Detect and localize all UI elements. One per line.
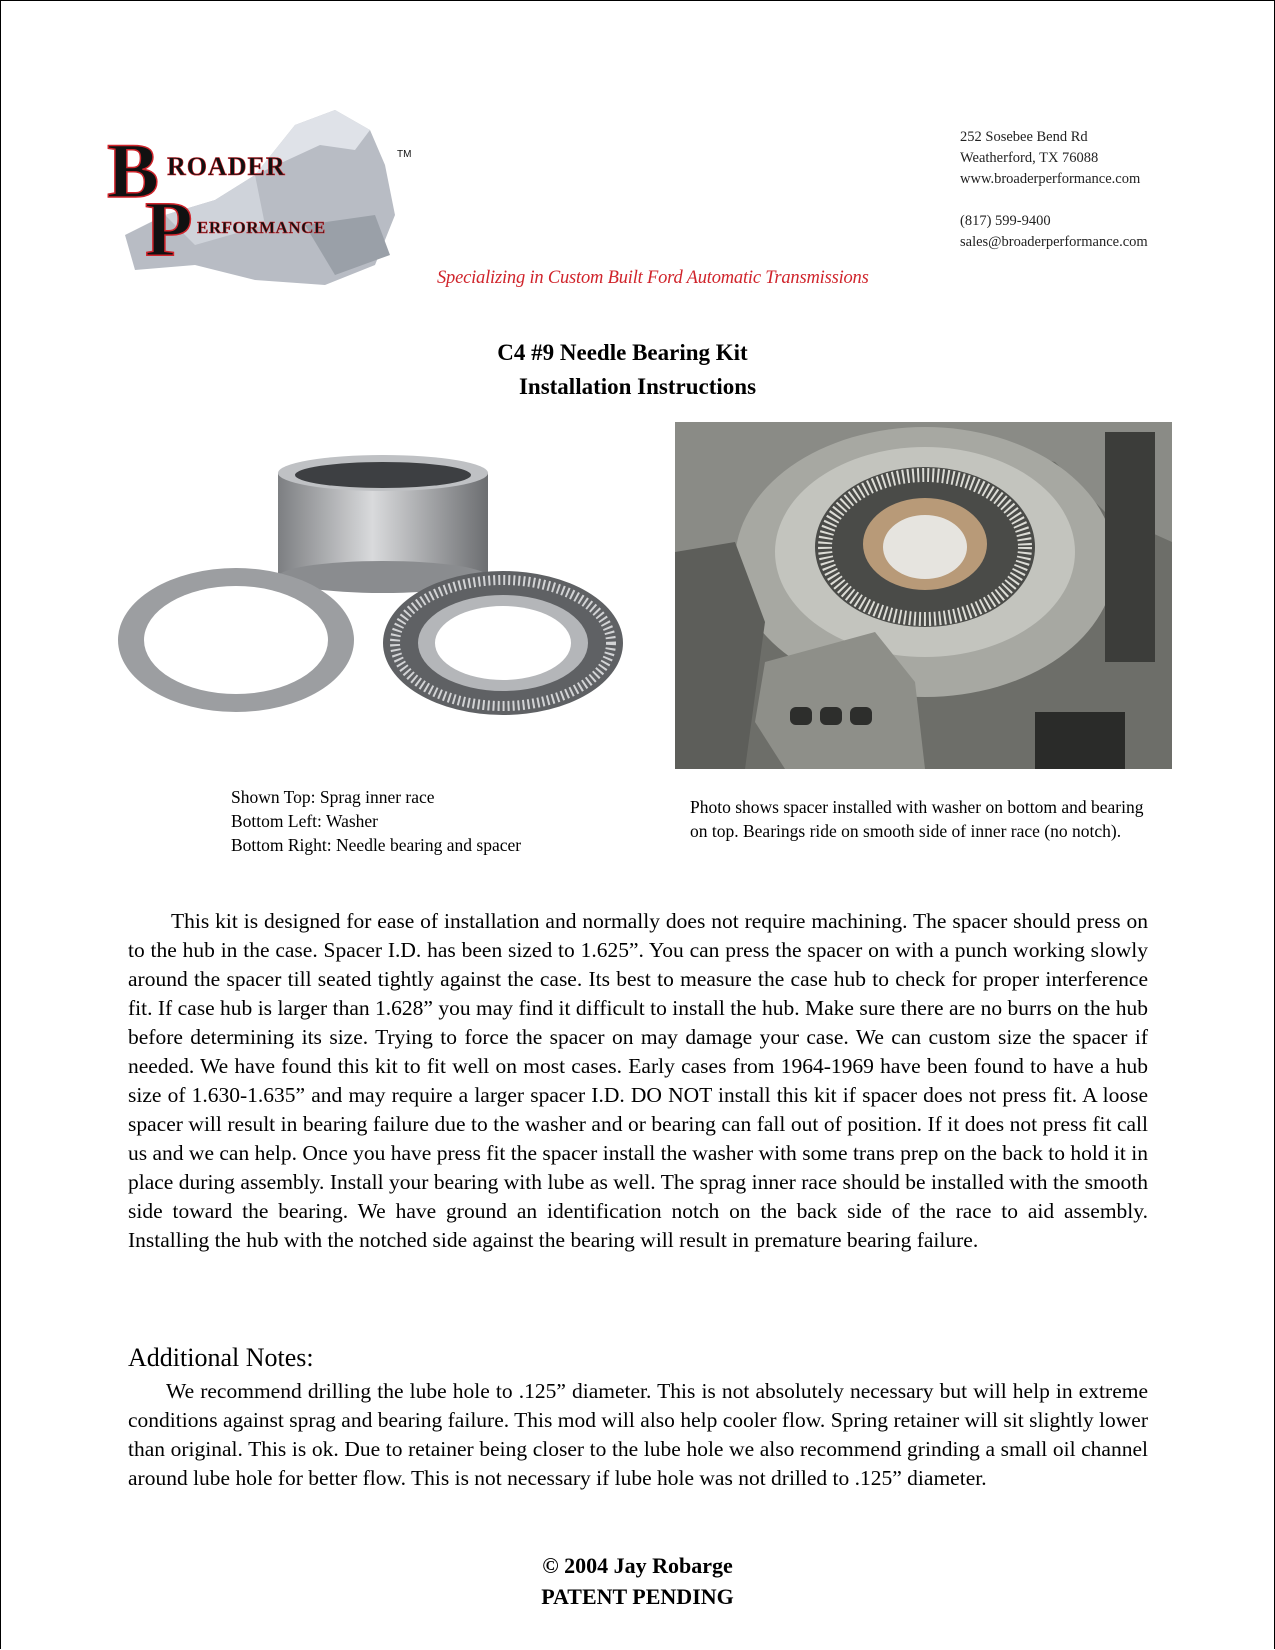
contact-block <box>960 127 1148 253</box>
notes-heading: Additional Notes: <box>128 1343 314 1372</box>
document-title <box>0 336 1275 404</box>
copyright: © 2004 Jay Robarge <box>542 1553 733 1578</box>
website-link[interactable]: www.broaderperformance.com <box>960 171 1141 187</box>
title-line-2: Installation Instructions <box>518 374 757 399</box>
notes-body <box>128 1377 1148 1493</box>
address-street: 252 Sosebee Bend Rd <box>960 129 1088 145</box>
hub-bore <box>883 515 967 579</box>
company-logo <box>105 105 425 295</box>
email-link[interactable]: sales@broaderperformance.com <box>960 234 1148 250</box>
footer <box>0 1550 1275 1612</box>
address-city: Weatherford, TX 76088 <box>960 150 1099 166</box>
company-tagline: Specializing in Custom Built Ford Automatic Transmissions <box>437 268 869 288</box>
installed-photo <box>675 422 1172 769</box>
instructions-paragraph: This kit is designed for ease of installation and normally does not require machining. The spacer should press on to the hub in the case. Spacer I.D. has been sized to 1.625”. You can press the spacer on with a punch working slowly around the spacer till seated tightly against the case. Its best to measure the case hub to check for proper interference fit. If case hub is larger than 1.628” you may find it difficult to install the hub. Make sure there are no burrs on the hub before determining its size. Trying to force the spacer on may damage your case. We can custom size the spacer if needed. We have found this kit to fit well on most cases. Early cases from 1964-1969 have been found to have a hub size of 1.630-1.635” and may require a larger spacer I.D. DO NOT install this kit if spacer does not press fit. A loose spacer will result in bearing failure due to the washer and or bearing can fall out of position. If it does not press fit call us and we can help. Once you have press fit the spacer install the washer with some trans prep on the back to hold it in place during assembly. Install your bearing with lube as well. The sprag inner race should be installed with the smooth side toward the bearing. We have ground an identification notch on the back side of the race to aid assembly. Installing the hub with the notched side against the bearing will result in premature bearing failure. <box>128 909 1148 1252</box>
washer-hole <box>144 586 328 694</box>
title-line-1: C4 #9 Needle Bearing Kit <box>497 340 748 365</box>
caption-bottom-right: Bottom Right: Needle bearing and spacer <box>231 835 522 855</box>
trademark-mark: TM <box>397 149 412 160</box>
patent-notice: PATENT PENDING <box>541 1584 734 1609</box>
logo-word-roader: ROADER <box>167 152 286 181</box>
parts-photo <box>118 455 630 730</box>
installed-caption: Photo shows spacer installed with washer on bottom and bearing on top. Bearings ride on smooth side of inner race (no notch). <box>690 797 1144 841</box>
caption-bottom-left: Bottom Left: Washer <box>231 811 378 831</box>
bearing-hole <box>435 606 571 680</box>
logo-word-erformance: ERFORMANCE <box>197 218 326 237</box>
sprag-race-bore <box>295 462 471 488</box>
instructions-body <box>128 907 1148 1255</box>
logo-letter-p: P <box>145 185 193 272</box>
caption-top: Shown Top: Sprag inner race <box>231 787 435 807</box>
phone-number: (817) 599-9400 <box>960 213 1051 229</box>
spring <box>1105 432 1155 662</box>
parts-caption <box>231 785 521 857</box>
notes-paragraph: We recommend drilling the lube hole to .125” diameter. This is not absolutely necessary but will help in extreme conditions against sprag and bearing failure. This mod will also help cooler flow. Spring retainer will sit slightly lower than original. This is ok. Due to retainer being closer to the lube hole we also recommend grinding a small oil channel around lube hole for better flow. This is not necessary if lube hole was not drilled to .125” diameter. <box>128 1379 1148 1490</box>
logo-letter-b: B <box>107 127 160 214</box>
